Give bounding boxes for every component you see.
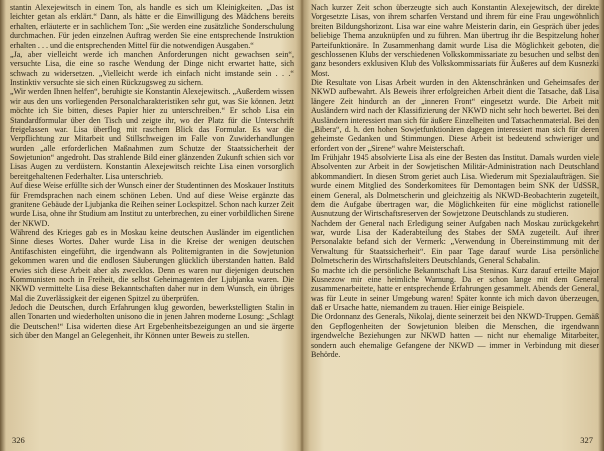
paragraph: stantin Alexejewitsch in einem Ton, als handle es sich um Kleinigkeiten. „Das ist leichter getan als erklärt.“ Dann, als hätte er die Einwilligung des Mädchens bereits erhalten, erläuterte er in sachlichem Ton: „Sie werden eine zusätzliche Sonderschulung durchmachen. Für jeden einzelnen Auftrag werden Sie eine entsprechende Instruktion erhalten . . . und die entsprechenden Mittel für die notwendigen Ausgaben.“ <box>10 3 294 50</box>
paragraph: „Wir werden Ihnen helfen“, beruhigte sie Konstantin Alexejewitsch. „Außerdem wissen wir aus den uns vorliegenden Personalcharakteristiken sehr gut, was Sie können. Jetzt möchte ich Sie bitten, dieses Papier hier zu unterschreiben.“ Er schob Lisa ein Standardformular über den Tisch und zeigte ihr, wo der Platz für die Unterschrift freigelassen war. Lisa überflog mit raschem Blick das Formular. Es war die Verpflichtung zur Mitarbeit und Stillschweigen im Falle von Zuwiderhandlungen wurden „alle erforderlichen Maßnahmen zum Schutze der Staatssicherheit der Sowjetunion“ angedroht. Das strahlende Bild einer glänzenden Zukunft schien sich vor Lisas Augen zu verdüstern. Konstantin Alexejewitsch reichte Lisa einen vorsorglich bereitgehaltenen Federhalter. Lisa unterschrieb. <box>10 87 294 181</box>
paragraph: So machte ich die persönliche Bekanntschaft Lisa Steninas. Kurz darauf erteilte Major Kusnezow mir eine heimliche Warnung. Da er schon lange mit dem General zusammenarbeitete, hatte er entsprechende Erfahrungen gesammelt. Abends der General, was für Leute in seiner Umgebung waren! Später konnte ich mich davon überzeugen, daß er Ursache hatte, niemandem zu trauen. Hier einige Beispiele. <box>311 265 599 312</box>
paragraph: „Ja, aber vielleicht werde ich manchen Anforderungen nicht gewachsen sein“, versuchte Lisa, die eine so rasche Wendung der Dinge nicht erwartet hatte, sich schwach zu widersetzen. „Vielleicht werde ich einfach nicht imstande sein . . .“ Instinktiv versuchte sie sich einen Rückzugsweg zu sichern. <box>10 49 294 87</box>
book-gutter <box>296 0 310 451</box>
left-page-text <box>10 3 294 341</box>
paragraph: Jedoch die Deutschen, durch Erfahrungen klug geworden, bewerkstelligten Stalin in allen Tonarten und wiederholten unisono die in jenen Jahren moderne Losung: „Schlagt die Deutschen!“ Lisa widerten diese Art Ergebenheitsbezeigungen an und sie ärgerte sich über den Mangel an Gelegenheit, ihr Können unter Beweis zu stellen. <box>10 303 294 341</box>
paragraph: Nach kurzer Zeit schon überzeugte sich auch Konstantin Alexejewitsch, der direkte Vorgesetzte Lisas, von ihrem scharfen Verstand und ihrem für eine Frau ungewöhnlich breiten Bildungshorizont. Lisa war eine wahre Meisterin darin, ein Gespräch über jedes beliebige Thema anzuknüpfen und zu führen. Man übertrug ihr die Bespitzelung hoher Parteifunktionäre. In Zusammenhang damit wurde Lisa die Möglichkeit geboten, die geschlossenen Klubs der verschiedenen Volkskommissariate zu besuchen und selbst den ganz besonders exklusiven Klub des Volkskommissariats für Äußeres auf dem Kusnezki Most. <box>311 3 599 78</box>
page-number: 326 <box>12 435 25 445</box>
left-page <box>10 3 294 449</box>
paragraph: Die Resultate von Lisas Arbeit wurden in den Aktenschränken und Geheimsafes der NKWD aufbewahrt. Als Beweis ihrer erfolgreichen Arbeit dient die Tatsache, daß Lisa längere Zeit hindurch an der „inneren Front“ eingesetzt wurde. Die Arbeit mit Ausländern wird nach der Klassifizierung der NKWD nicht sehr hoch bewertet. Bei den Ausländern interessiert man sich für äußere Einzelheiten und Tatsachenmaterial. Bei den „Bibera“, d. h. den hohen Sowjetfunktionären dagegen interessiert man sich für deren geheimste Gedanken und Stimmungen. Diese Arbeit ist bedeutend schwieriger und erfordert von der „Sirene“ wahre Meisterschaft. <box>311 78 599 153</box>
page-number: 327 <box>580 435 593 445</box>
paragraph: Nachdem der General nach Erledigung seiner Aufgaben nach Moskau zurückgekehrt war, wurde Lisa der Kaderabteilung des Stabes der SMA zugeteilt. Auf ihrer Personalakte befand sich der Vermerk: „Verwendung in Übereinstimmung mit der Verwaltung für Staatssicherheit“. Ein paar Tage darauf wurde Lisa persönliche Dolmetscherin des Wirtschaftsleiters Deutschlands, General Schabalin. <box>311 218 599 266</box>
paragraph: Auf diese Weise erfüllte sich der Wunsch einer der Studentinnen des Moskauer Instituts für Fremdsprachen nach einem schönen Leben. Und auf diese Weise ergänzte das granitene Gebäude der Ljubjanka die Reihen seiner Lockspitzel. Schon nach kurzer Zeit wurde Lisa, ohne ihr Studium am Institut zu unterbrechen, zu einer vorbildlichen Sirene der NKWD. <box>10 181 294 228</box>
right-page-text <box>311 3 599 359</box>
paragraph: Im Frühjahr 1945 absolvierte Lisa als eine der Besten das Institut. Damals wurden viele Absolventen zur Arbeit in der Sowjetischen Militär-Administration nach Deutschland abkommandiert. In diesen Strom geriet auch Lisa. Wiederum mit Spezialaufträgen. Sie wurde einem Mitglied des Sonderkomitees für Demontagen beim SNK der UdSSR, einem General, als Dolmetscherin und gleichzeitig als NKWD-Beobachterin zugeteilt, dem die Aufgabe übertragen war, die Möglichkeiten für eine möglichst rationelle Ausnutzung der Wirtschaftsreserven der Sowjetzone Deutschlands zu studieren. <box>311 153 599 219</box>
paragraph: Die Ordonnanz des Generals, Nikolaj, diente seinerzeit bei den NKWD-Truppen. Gemäß den Gepflogenheiten der Sowjetunion bleiben die Menschen, die irgendwann irgendwelche Beziehungen zur NKWD hatten — nicht nur ehemalige Mitarbeiter, sondern auch ehemalige Gefangene der NKWD — immer in Verbindung mit dieser Behörde. <box>311 312 599 359</box>
right-page <box>311 3 599 449</box>
paragraph: Während des Krieges gab es in Moskau keine deutschen Ausländer im eigentlichen Sinne dieses Wortes. Daher wurde Lisa in die Kreise der wenigen deutschen Antifaschisten eingeführt, die irgendwann als Politemigranten in die Sowjetunion gekommen waren und die endlosen Säuberungen glücklich überstanden hatten. Bald erwies sich diese Arbeit aber als zwecklos. Denn es waren nur diejenigen deutschen Kommunisten noch in Freiheit, die selbst Geheimagenten der Ljubjanka waren. Die NKWD vermittelte Lisa diese Bekanntschaften daher nur in dem Wunsch, ein übriges Mal die Zuverlässigkeit der eigenen Spitzel zu überprüfen. <box>10 228 294 303</box>
